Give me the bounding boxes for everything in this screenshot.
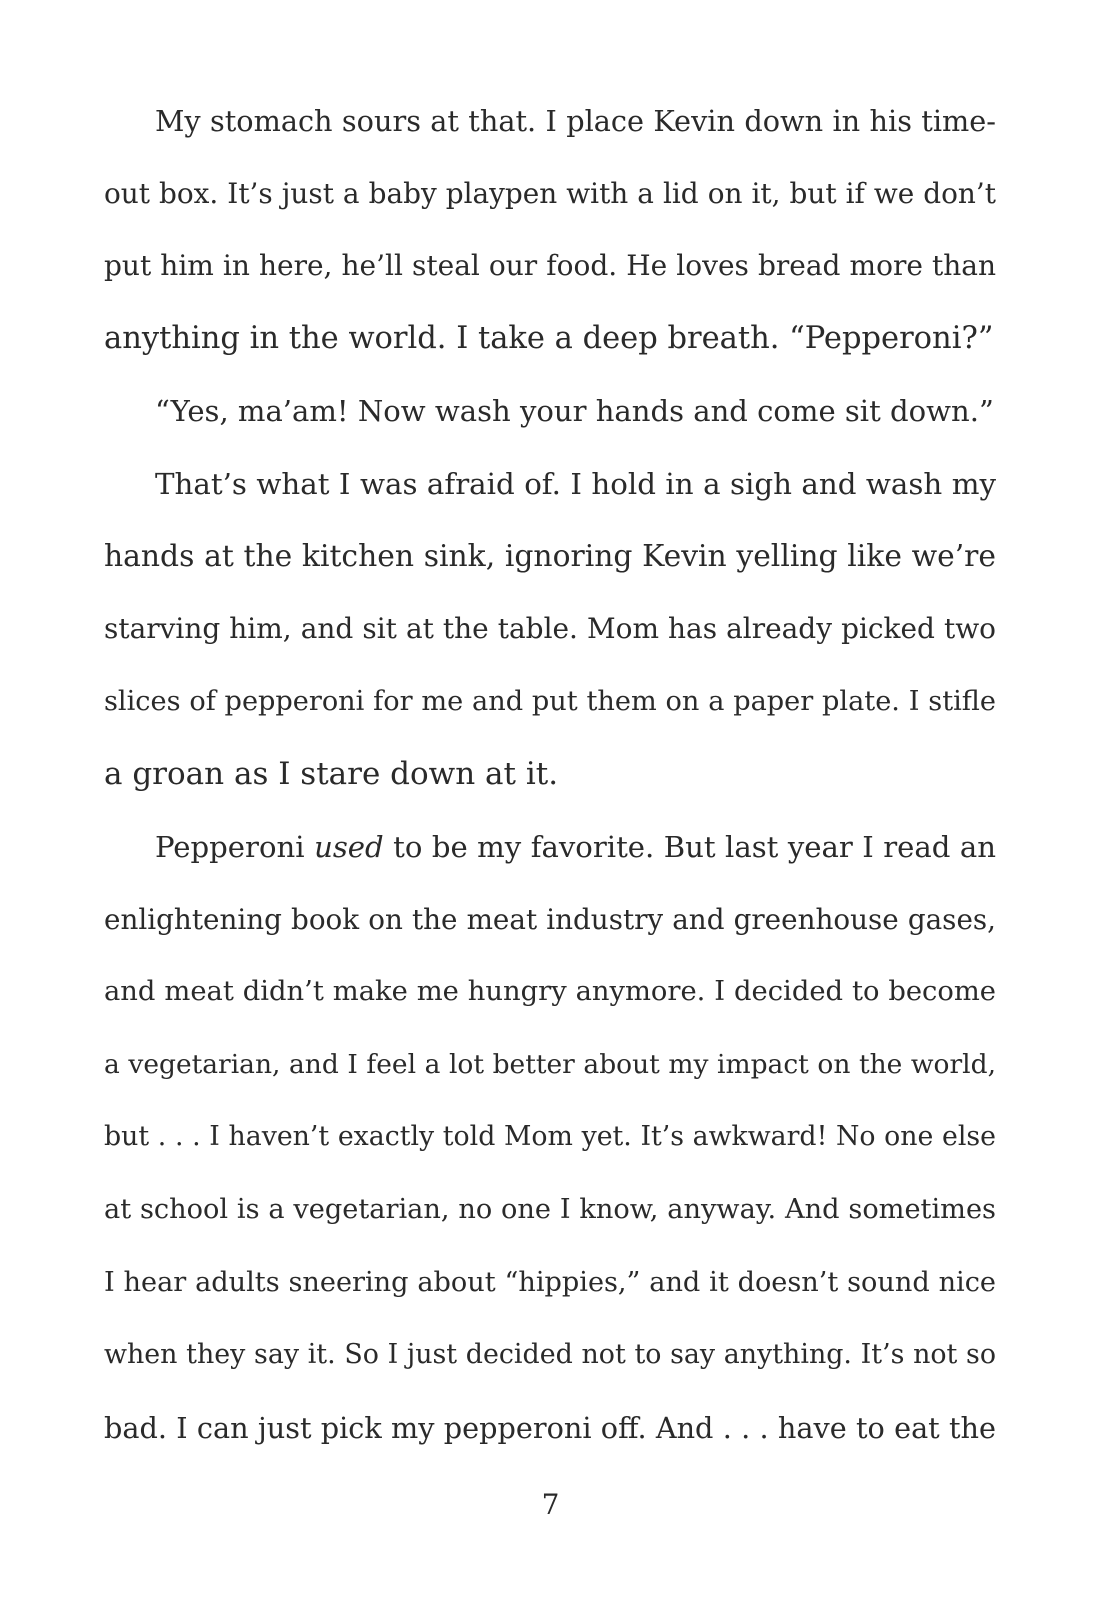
text-line: a groan as I stare down at it. [104, 756, 559, 793]
text-line: starving him, and sit at the table. Mom has already picked two [104, 612, 996, 646]
text-line: at school is a vegetarian, no one I know, anyway. And sometimes [104, 1193, 996, 1225]
text-line: but . . . I haven’t exactly told Mom yet. It’s awkward! No one else [104, 1121, 996, 1153]
text-line: a vegetarian, and I feel a lot better about my impact on the world, [104, 1048, 996, 1080]
text-line: out box. It’s just a baby playpen with a lid on it, but if we don’t [104, 176, 996, 210]
italic-text: used [314, 829, 384, 864]
text-line: slices of pepperoni for me and put them on a paper plate. I stifle [104, 685, 996, 717]
text-line: I hear adults sneering about “hippies,” and it doesn’t sound nice [104, 1266, 996, 1298]
text-segment: Pepperoni [155, 829, 305, 864]
text-line: enlightening book on the meat industry and greenhouse gases, [104, 902, 996, 936]
text-segment: to be my favorite. But last year I read an [393, 829, 996, 864]
text-line: and meat didn’t make me hungry anymore. I decided to become [104, 976, 996, 1008]
page-text [104, 85, 996, 1464]
text-line: when they say it. So I just decided not to say anything. It’s not so [104, 1339, 996, 1371]
text-line: My stomach sours at that. I place Kevin down in his time- [155, 104, 996, 138]
text-line: hands at the kitchen sink, ignoring Kevin yelling like we’re [104, 538, 996, 574]
text-line: “Yes, ma’am! Now wash your hands and come sit down.” [155, 394, 994, 429]
text-line: That’s what I was afraid of. I hold in a sigh and wash my [155, 466, 996, 501]
text-line: put him in here, he’ll steal our food. He loves bread more than [104, 249, 996, 283]
text-line: anything in the world. I take a deep breath. “Pepperoni?” [104, 320, 994, 356]
page-number: 7 [541, 1488, 560, 1521]
text-line: bad. I can just pick my pepperoni off. And . . . have to eat the [104, 1410, 996, 1445]
text-line [104, 811, 996, 884]
